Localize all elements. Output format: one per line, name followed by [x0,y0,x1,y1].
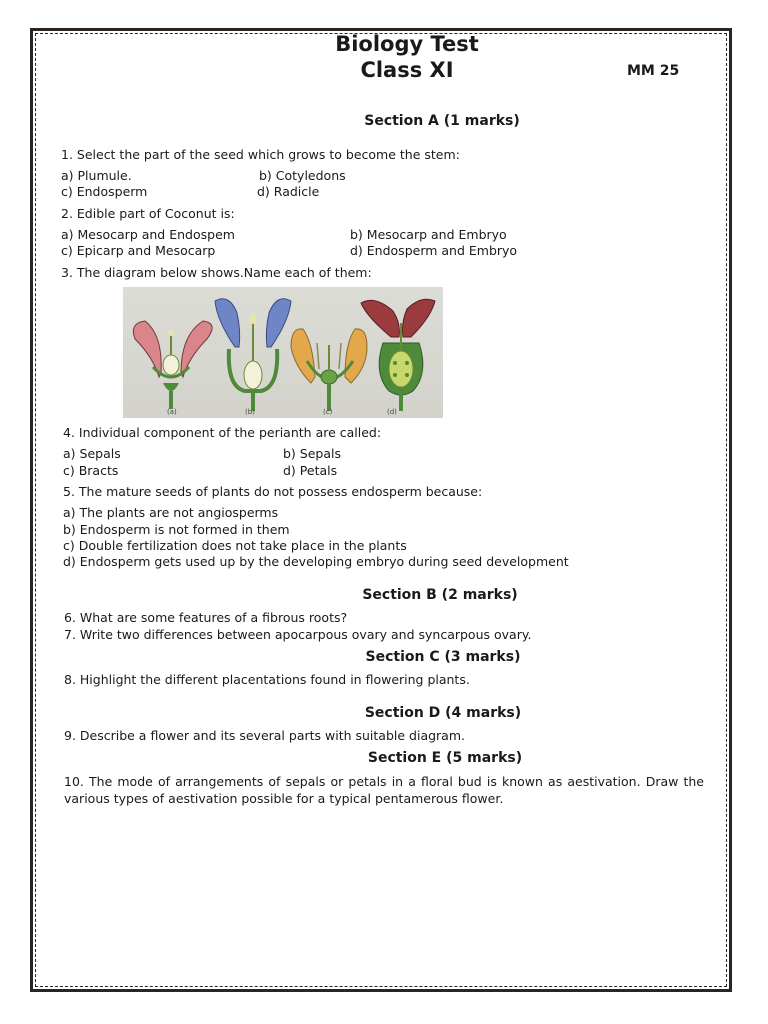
q4-option-d: d) Petals [283,463,338,478]
figure-label-b: (b) [245,408,255,416]
question-8: 8. Highlight the different placentations found in flowering plants. [64,672,470,687]
q1-option-a: a) Plumule. [61,168,132,183]
q5-option-d: d) Endosperm gets used up by the developing embryo during seed development [63,554,569,569]
question-6: 6. What are some features of a fibrous roots? [64,610,348,625]
question-1: 1. Select the part of the seed which grows to become the stem: [61,147,460,162]
section-b-heading: Section B (2 marks) [362,587,518,603]
section-e-heading: Section E (5 marks) [367,750,523,766]
q2-option-a: a) Mesocarp and Endospem [61,227,235,242]
flower-a-drawing [133,321,212,409]
q5-option-a: a) The plants are not angiosperms [63,505,279,520]
question-4: 4. Individual component of the perianth are called: [63,425,382,440]
question-3: 3. The diagram below shows.Name each of them: [61,265,372,280]
flower-d-drawing [361,299,435,411]
question-9: 9. Describe a flower and its several parts with suitable diagram. [64,728,465,743]
q4-option-c: c) Bracts [63,463,119,478]
section-d-heading: Section D (4 marks) [364,705,522,721]
q4-option-b: b) Sepals [283,446,341,461]
test-title: Biology Test [335,32,479,56]
q1-option-d: d) Radicle [257,184,320,199]
figure-label-a: (a) [167,408,177,416]
q1-option-b: b) Cotyledons [259,168,346,183]
question-7: 7. Write two differences between apocarpous ovary and syncarpous ovary. [64,627,532,642]
flower-c-drawing [291,329,367,411]
q2-option-c: c) Epicarp and Mesocarp [61,243,216,258]
figure-label-c: (c) [323,408,333,416]
q5-option-c: c) Double fertilization does not take place in the plants [63,538,407,553]
figure-label-d: (d) [387,408,397,416]
q2-option-b: b) Mesocarp and Embryo [350,227,507,242]
flower-b-drawing [215,299,291,411]
flower-diagram-figure [123,287,443,418]
max-marks: MM 25 [627,63,680,79]
section-c-heading: Section C (3 marks) [365,649,521,665]
section-a-heading: Section A (1 marks) [364,113,520,129]
q2-option-d: d) Endosperm and Embryo [350,243,518,258]
q1-option-c: c) Endosperm [61,184,148,199]
question-2: 2. Edible part of Coconut is: [61,206,235,221]
question-10: 10. The mode of arrangements of sepals or petals in a floral bud is known as aestivation. Draw the various types of aestivation possible for a typical pentamerous flower. [64,774,704,806]
question-5: 5. The mature seeds of plants do not possess endosperm because: [63,484,483,499]
class-title: Class XI [360,58,454,82]
q5-option-b: b) Endosperm is not formed in them [63,522,290,537]
q4-option-a: a) Sepals [63,446,121,461]
